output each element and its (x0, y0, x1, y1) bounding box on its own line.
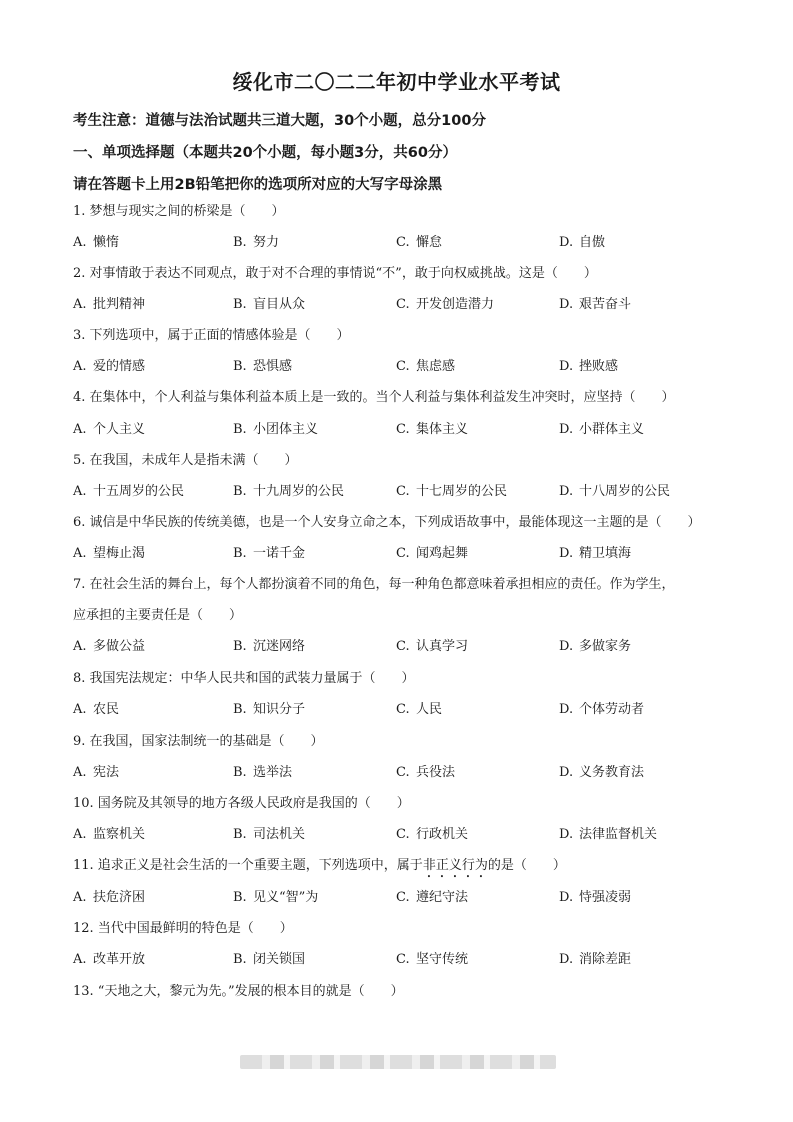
option-c: C. 焦虑感 (396, 359, 456, 374)
option-d: D. 精卫填海 (559, 546, 632, 561)
question-13: 13. “天地之大，黎元为先。”发展的根本目的就是（ ） (73, 984, 404, 999)
options-9 (73, 764, 723, 782)
options-8 (73, 701, 723, 719)
exam-notice: 考生注意：道德与法治试题共三道大题，30个小题，总分100分 (73, 113, 486, 129)
question-2: 2. 对事情敢于表达不同观点，敢于对不合理的事情说“不”，敢于向权威挑战。这是（ ） (73, 266, 597, 281)
options-5 (73, 483, 723, 501)
option-b: B. 选举法 (233, 765, 293, 780)
question-9: 9. 在我国，国家法制统一的基础是（ ） (73, 734, 324, 749)
options-2 (73, 296, 723, 314)
options-4 (73, 421, 723, 439)
option-d: D. 艰苦奋斗 (559, 297, 632, 312)
option-c: C. 行政机关 (396, 827, 469, 842)
option-a: A. 批判精神 (73, 297, 146, 312)
option-a: A. 多做公益 (73, 639, 146, 654)
option-b: B. 恐惧感 (233, 359, 293, 374)
option-a: A. 改革开放 (73, 952, 146, 967)
section-heading: 一、单项选择题（本题共20个小题，每小题3分，共60分） (73, 145, 457, 161)
option-d: D. 法律监督机关 (559, 827, 658, 842)
option-b: B. 知识分子 (233, 702, 306, 717)
option-c: C. 懈怠 (396, 235, 443, 250)
blurred-footer-watermark (240, 1055, 556, 1069)
option-c: C. 兵役法 (396, 765, 456, 780)
option-a: A. 宪法 (73, 765, 120, 780)
option-d: D. 多做家务 (559, 639, 632, 654)
question-7-continued: 应承担的主要责任是（ ） (73, 608, 243, 623)
question-11-text: 11. 追求正义是社会生活的一个重要主题，下列选项中，属于 (73, 858, 423, 873)
option-b: B. 见义“智”为 (233, 890, 319, 905)
option-b: B. 努力 (233, 235, 280, 250)
question-3: 3. 下列选项中，属于正面的情感体验是（ ） (73, 328, 350, 343)
option-c: C. 开发创造潜力 (396, 297, 495, 312)
option-c: C. 集体主义 (396, 422, 469, 437)
exam-title: 绥化市二〇二二年初中学业水平考试 (232, 70, 561, 94)
question-5: 5. 在我国，未成年人是指未满（ ） (73, 453, 298, 468)
option-c: C. 十七周岁的公民 (396, 484, 508, 499)
options-1 (73, 234, 723, 252)
option-c: C. 人民 (396, 702, 443, 717)
options-10 (73, 826, 723, 844)
option-c: C. 认真学习 (396, 639, 469, 654)
option-d: D. 义务教育法 (559, 765, 645, 780)
option-d: D. 十八周岁的公民 (559, 484, 671, 499)
emphasized-text: 非正义行为 (422, 858, 488, 873)
option-d: D. 恃强凌弱 (559, 890, 632, 905)
question-4: 4. 在集体中，个人利益与集体利益本质上是一致的。当个人利益与集体利益发生冲突时，应坚持（ ） (73, 390, 675, 405)
option-b: B. 司法机关 (233, 827, 306, 842)
option-b: B. 盲目从众 (233, 297, 306, 312)
option-b: B. 十九周岁的公民 (233, 484, 345, 499)
option-a: A. 十五周岁的公民 (73, 484, 185, 499)
option-a: A. 爱的情感 (73, 359, 146, 374)
option-d: D. 自傲 (559, 235, 606, 250)
question-11 (73, 857, 566, 881)
options-7 (73, 638, 723, 656)
option-d: D. 挫败感 (559, 359, 619, 374)
option-d: D. 小群体主义 (559, 422, 645, 437)
option-c: C. 坚守传统 (396, 952, 469, 967)
options-6 (73, 545, 723, 563)
options-3 (73, 358, 723, 376)
option-b: B. 闭关锁国 (233, 952, 306, 967)
question-12: 12. 当代中国最鲜明的特色是（ ） (73, 921, 293, 936)
question-1: 1. 梦想与现实之间的桥梁是（ ） (73, 204, 285, 219)
option-a: A. 个人主义 (73, 422, 146, 437)
option-a: A. 望梅止渴 (73, 546, 146, 561)
answer-instruction: 请在答题卡上用2B铅笔把你的选项所对应的大写字母涂黑 (73, 177, 443, 193)
question-10: 10. 国务院及其领导的地方各级人民政府是我国的（ ） (73, 796, 410, 811)
option-c: C. 遵纪守法 (396, 890, 469, 905)
option-a: A. 扶危济困 (73, 890, 146, 905)
question-8: 8. 我国宪法规定：中华人民共和国的武装力量属于（ ） (73, 671, 415, 686)
option-d: D. 个体劳动者 (559, 702, 645, 717)
option-d: D. 消除差距 (559, 952, 632, 967)
option-a: A. 懒惰 (73, 235, 120, 250)
option-b: B. 一诺千金 (233, 546, 306, 561)
option-c: C. 闻鸡起舞 (396, 546, 469, 561)
question-7: 7. 在社会生活的舞台上，每个人都扮演着不同的角色，每一种角色都意味着承担相应的责任。作为学生， (73, 577, 675, 592)
option-b: B. 小团体主义 (233, 422, 319, 437)
question-6: 6. 诚信是中华民族的传统美德，也是一个人安身立命之本，下列成语故事中，最能体现这一主题的是（ ） (73, 515, 701, 530)
option-a: A. 农民 (73, 702, 120, 717)
options-12 (73, 951, 723, 969)
options-11 (73, 889, 723, 907)
question-11-text-end: 的是（ ） (487, 858, 566, 873)
option-b: B. 沉迷网络 (233, 639, 306, 654)
option-a: A. 监察机关 (73, 827, 146, 842)
